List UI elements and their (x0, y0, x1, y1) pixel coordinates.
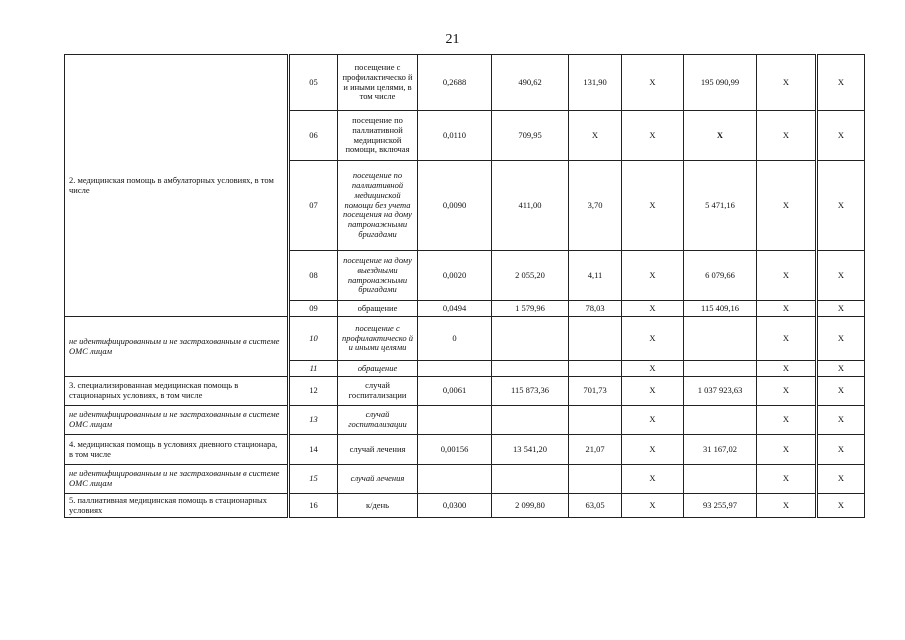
row-number: 14 (289, 435, 338, 465)
table-row (65, 435, 865, 465)
norm-cell (418, 465, 492, 494)
value-cell: Х (757, 361, 817, 377)
cost-cell: 709,95 (492, 111, 569, 161)
cost-cell: 490,62 (492, 55, 569, 111)
value-cell: 5 471,16 (684, 161, 757, 251)
value-cell: Х (757, 406, 817, 435)
unit-cell: обращение (338, 301, 418, 317)
value-cell: Х (622, 161, 684, 251)
value-cell: 131,90 (569, 55, 622, 111)
value-cell: Х (817, 377, 865, 406)
table-row (65, 317, 865, 361)
value-cell: Х (757, 435, 817, 465)
value-cell: Х (622, 55, 684, 111)
value-cell: Х (817, 251, 865, 301)
value-cell: Х (757, 317, 817, 361)
norm-cell: 0,00156 (418, 435, 492, 465)
row-number: 15 (289, 465, 338, 494)
row-number: 16 (289, 494, 338, 518)
row-number: 13 (289, 406, 338, 435)
value-cell: Х (622, 465, 684, 494)
cost-cell: 2 055,20 (492, 251, 569, 301)
row-number: 09 (289, 301, 338, 317)
row-label: не идентифицированным и не застрахованным в системе ОМС лицам (65, 317, 289, 377)
cost-cell: 2 099,80 (492, 494, 569, 518)
value-cell: Х (757, 301, 817, 317)
value-cell: Х (817, 161, 865, 251)
value-cell: 4,11 (569, 251, 622, 301)
value-cell: Х (817, 301, 865, 317)
cost-cell (492, 406, 569, 435)
value-cell: Х (817, 317, 865, 361)
cost-cell: 411,00 (492, 161, 569, 251)
unit-cell: посещение по паллиативной медицинской помощи без учета посещения на дому патронажными бригадами (338, 161, 418, 251)
cost-cell (492, 317, 569, 361)
value-cell: Х (817, 494, 865, 518)
value-cell: 115 409,16 (684, 301, 757, 317)
norm-cell: 0,0300 (418, 494, 492, 518)
value-cell: Х (622, 406, 684, 435)
unit-cell: случай госпитализации (338, 406, 418, 435)
value-cell: Х (817, 111, 865, 161)
row-label: 3. специализированная медицинская помощь в стационарных условиях, в том числе (65, 377, 289, 406)
cost-cell (492, 361, 569, 377)
value-cell: 195 090,99 (684, 55, 757, 111)
data-table (64, 54, 865, 518)
row-label: 5. паллиативная медицинская помощь в стационарных условиях (65, 494, 289, 518)
value-cell: Х (757, 161, 817, 251)
norm-cell: 0,2688 (418, 55, 492, 111)
table-row (65, 377, 865, 406)
cost-cell (492, 465, 569, 494)
value-cell: Х (817, 361, 865, 377)
table-row (65, 55, 865, 111)
value-cell: Х (757, 377, 817, 406)
value-cell (684, 317, 757, 361)
value-cell: Х (757, 465, 817, 494)
norm-cell: 0,0090 (418, 161, 492, 251)
value-cell: Х (622, 361, 684, 377)
table-row (65, 406, 865, 435)
value-cell (684, 361, 757, 377)
value-cell: Х (684, 111, 757, 161)
row-label: не идентифицированным и не застрахованным в системе ОМС лицам (65, 465, 289, 494)
value-cell: Х (622, 111, 684, 161)
norm-cell: 0,0020 (418, 251, 492, 301)
value-cell: 701,73 (569, 377, 622, 406)
unit-cell: случай лечения (338, 465, 418, 494)
unit-cell: посещение по паллиативной медицинской помощи, включая (338, 111, 418, 161)
row-number: 06 (289, 111, 338, 161)
value-cell: Х (757, 55, 817, 111)
value-cell: Х (817, 435, 865, 465)
row-number: 07 (289, 161, 338, 251)
unit-cell: посещение на дому выездными патронажными бригадами (338, 251, 418, 301)
row-number: 11 (289, 361, 338, 377)
cost-cell: 115 873,36 (492, 377, 569, 406)
value-cell: Х (622, 317, 684, 361)
norm-cell (418, 406, 492, 435)
norm-cell: 0 (418, 317, 492, 361)
value-cell (684, 406, 757, 435)
value-cell: Х (757, 111, 817, 161)
norm-cell: 0,0061 (418, 377, 492, 406)
value-cell: 63,05 (569, 494, 622, 518)
value-cell: 6 079,66 (684, 251, 757, 301)
value-cell: 93 255,97 (684, 494, 757, 518)
value-cell: Х (757, 251, 817, 301)
norm-cell: 0,0494 (418, 301, 492, 317)
table-row (65, 494, 865, 518)
cost-cell: 13 541,20 (492, 435, 569, 465)
value-cell: 1 037 923,63 (684, 377, 757, 406)
row-label: 4. медицинская помощь в условиях дневного стационара, в том числе (65, 435, 289, 465)
value-cell (569, 465, 622, 494)
value-cell (569, 317, 622, 361)
norm-cell: 0,0110 (418, 111, 492, 161)
norm-cell (418, 361, 492, 377)
unit-cell: случай лечения (338, 435, 418, 465)
value-cell: Х (569, 111, 622, 161)
value-cell: Х (757, 494, 817, 518)
unit-cell: посещение с профилактическо й и иными целями (338, 317, 418, 361)
page-number: 21 (445, 32, 460, 47)
value-cell (684, 465, 757, 494)
value-cell: Х (817, 465, 865, 494)
unit-cell: случай госпитализации (338, 377, 418, 406)
value-cell: 78,03 (569, 301, 622, 317)
value-cell: Х (622, 251, 684, 301)
value-cell (569, 406, 622, 435)
value-cell: Х (622, 377, 684, 406)
value-cell: Х (622, 435, 684, 465)
value-cell: Х (817, 406, 865, 435)
unit-cell: обращение (338, 361, 418, 377)
value-cell (569, 361, 622, 377)
unit-cell: к/день (338, 494, 418, 518)
row-number: 10 (289, 317, 338, 361)
row-label: не идентифицированным и не застрахованным в системе ОМС лицам (65, 406, 289, 435)
value-cell: 31 167,02 (684, 435, 757, 465)
unit-cell: посещение с профилактическо й и иными целями, в том числе (338, 55, 418, 111)
row-number: 05 (289, 55, 338, 111)
value-cell: Х (817, 55, 865, 111)
row-number: 08 (289, 251, 338, 301)
value-cell: Х (622, 301, 684, 317)
cost-cell: 1 579,96 (492, 301, 569, 317)
row-number: 12 (289, 377, 338, 406)
row-label: 2. медицинская помощь в амбулаторных условиях, в том числе (65, 55, 289, 317)
value-cell: Х (622, 494, 684, 518)
value-cell: 3,70 (569, 161, 622, 251)
value-cell: 21,07 (569, 435, 622, 465)
table-row (65, 465, 865, 494)
